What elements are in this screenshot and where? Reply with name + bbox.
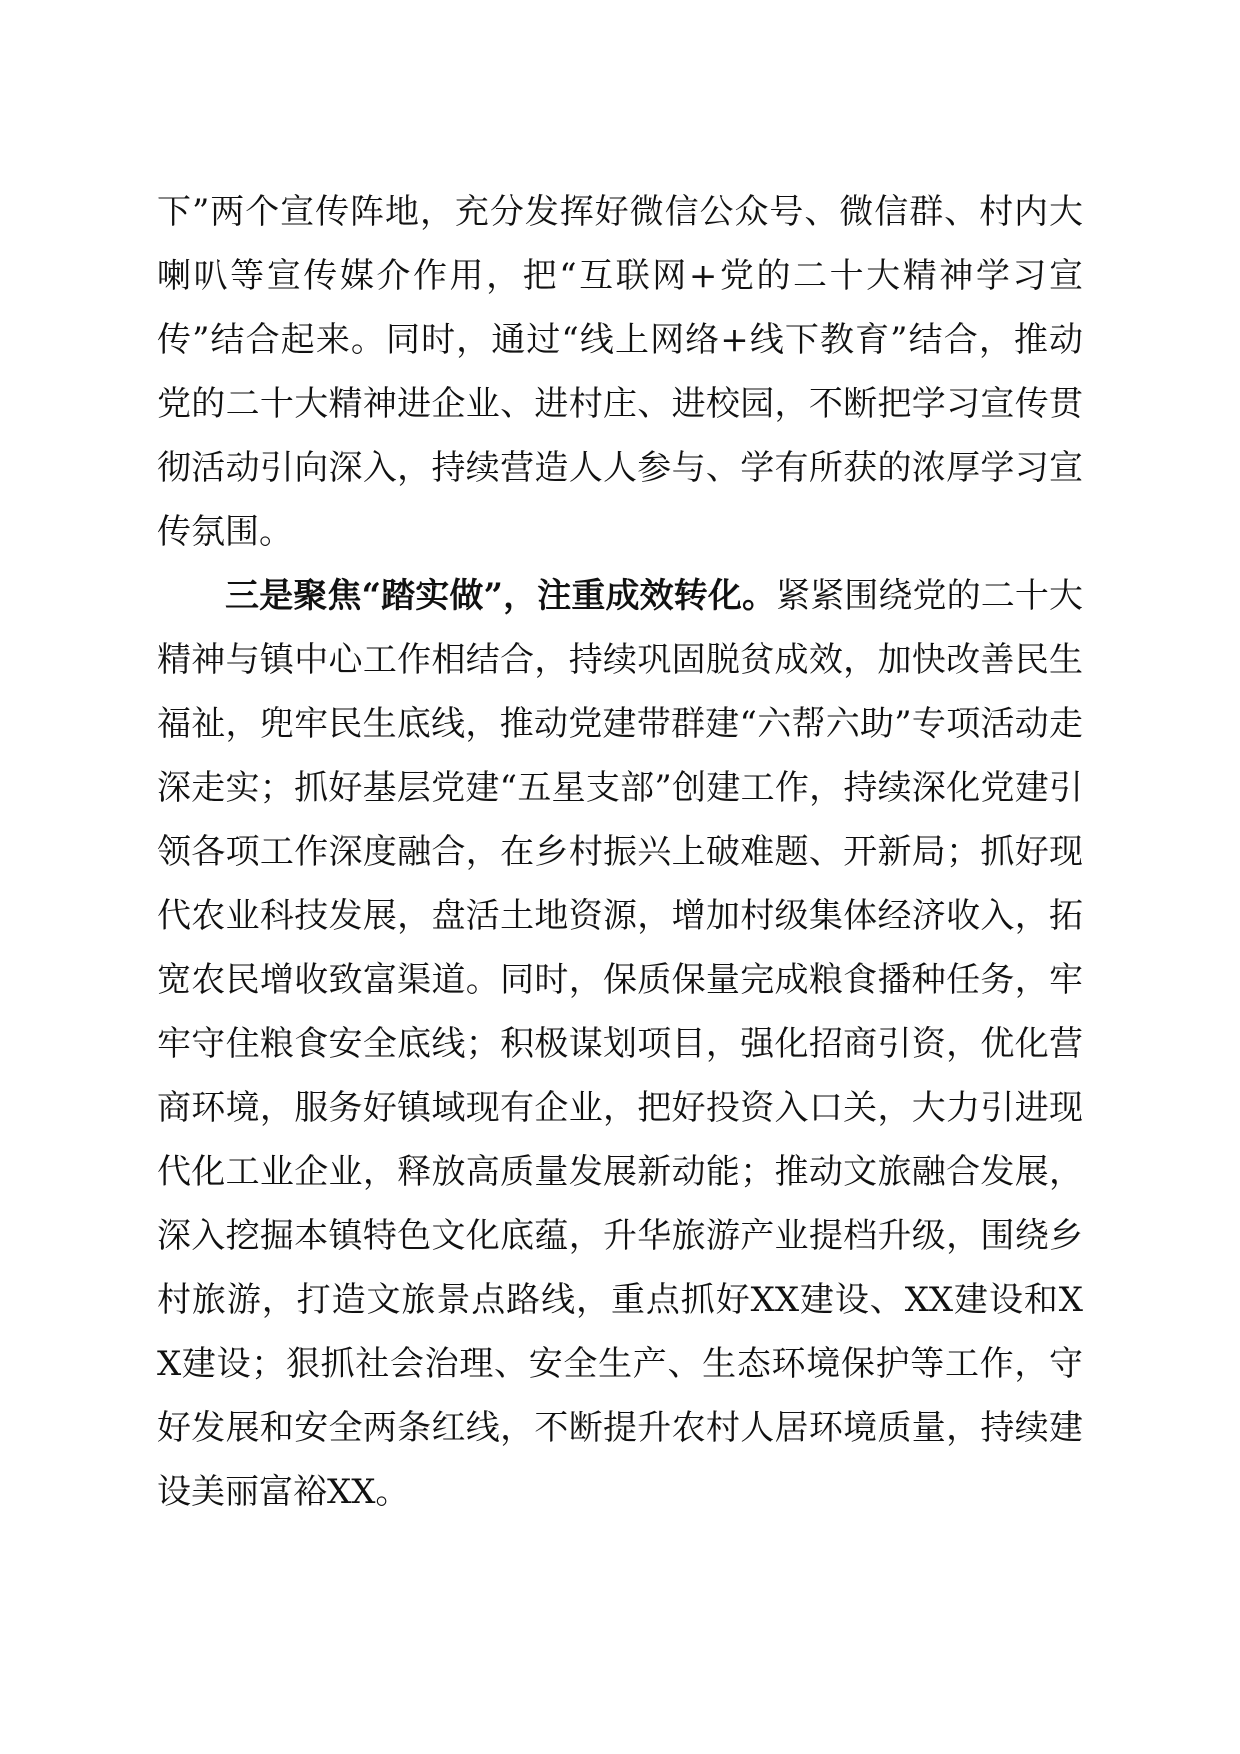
section-heading-inline: 三是聚焦“踏实做”，注重成效转化。 <box>225 576 777 616</box>
section-body-text: 紧紧围绕党的二十大精神与镇中心工作相结合，持续巩固脱贫成效，加快改善民生福祉，兜牢民生底线，推动党建带群建“六帮六助”专项活动走深走实；抓好基层党建“五星支部”创建工作，持续深化党建引领各项工作深度融合，在乡村振兴上破难题、开新局；抓好现代农业科技发展，盘活土地资源，增加村级集体经济收入，拓宽农民增收致富渠道。同时，保质保量完成粮食播种任务，牢牢守住粮食安全底线；积极谋划项目，强化招商引资，优化营商环境，服务好镇域现有企业，把好投资入口关，大力引进现代化工业企业，释放高质量发展新动能；推动文旅融合发展，深入挖掘本镇特色文化底蕴，升华旅游产业提档升级，围绕乡村旅游，打造文旅景点路线，重点抓好XX建设、XX建设和XX建设；狠抓社会治理、安全生产、生态环境保护等工作，守好发展和安全两条红线，不断提升农村人居环境质量，持续建设美丽富裕XX。 <box>157 576 1083 1512</box>
document-body <box>157 180 1083 1524</box>
paragraph-section-three <box>157 564 1083 1524</box>
paragraph-continuation: 下”两个宣传阵地，充分发挥好微信公众号、微信群、村内大喇叭等宣传媒介作用，把“互联网+党的二十大精神学习宣传”结合起来。同时，通过“线上网络+线下教育”结合，推动党的二十大精神进企业、进村庄、进校园，不断把学习宣传贯彻活动引向深入，持续营造人人参与、学有所获的浓厚学习宣传氛围。 <box>157 192 1083 552</box>
